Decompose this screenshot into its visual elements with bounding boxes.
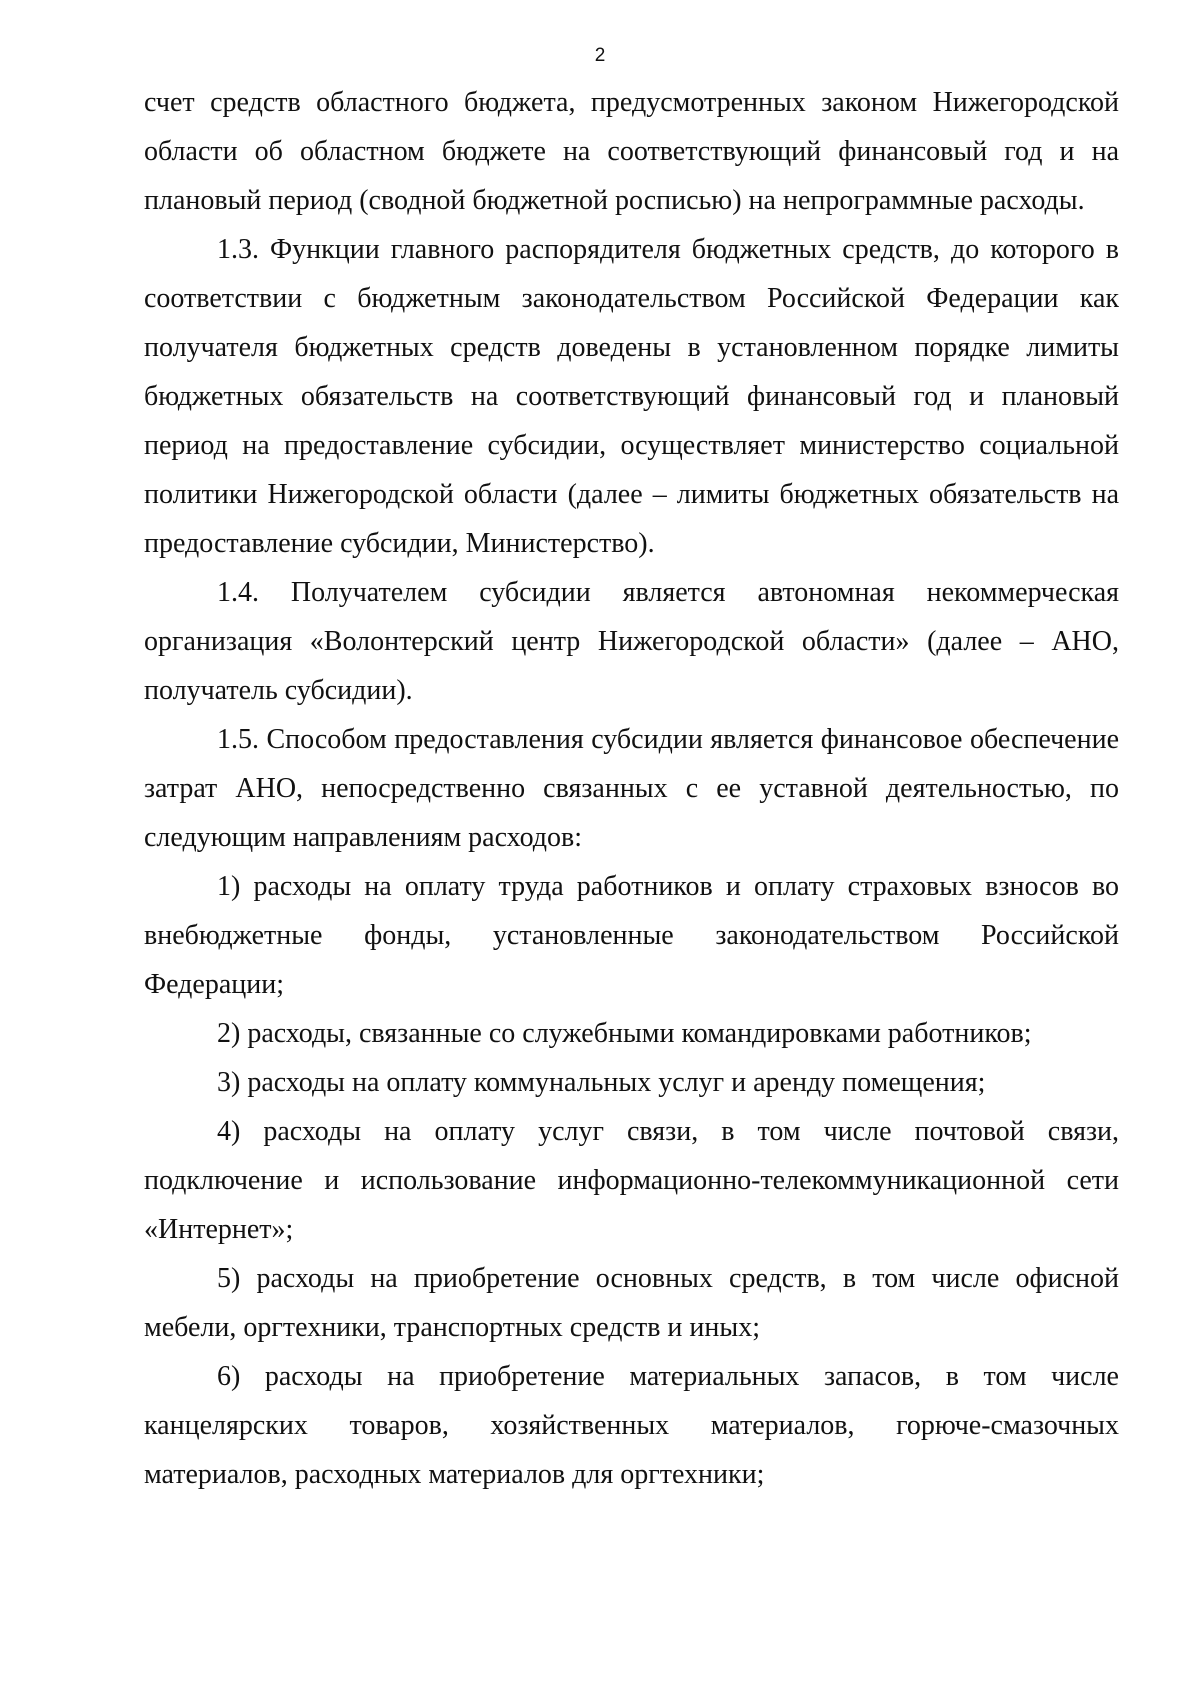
list-item-3: 3) расходы на оплату коммунальных услуг и аренду помещения; — [217, 1067, 986, 1098]
paragraph-continuation: счет средств областного бюджета, предусмотренных законом Нижегородской области об областном бюджете на соответствующий финансовый год и на плановый период (сводной бюджетной росписью) на непрограммные расходы. — [144, 87, 1119, 216]
list-item-1: 1) расходы на оплату труда работников и оплату страховых взносов во внебюджетные фонды, установленные законодательством Российской Федерации; — [144, 871, 1119, 1000]
list-item-5: 5) расходы на приобретение основных средств, в том числе офисной мебели, оргтехники, транспортных средств и иных; — [144, 1263, 1119, 1343]
document-body — [144, 78, 1119, 1499]
paragraph-1-3: 1.3. Функции главного распорядителя бюджетных средств, до которого в соответствии с бюджетным законодательством Российской Федерации как получателя бюджетных средств доведены в установленном порядке лимиты бюджетных обязательств на соответствующий финансовый год и плановый период на предоставление субсидии, осуществляет министерство социальной политики Нижегородской области (далее – лимиты бюджетных обязательств на предоставление субсидии, Министерство). — [144, 234, 1119, 559]
paragraph-1-4: 1.4. Получателем субсидии является автономная некоммерческая организация «Волонтерский центр Нижегородской области» (далее – АНО, получатель субсидии). — [144, 577, 1119, 706]
page-number: 2 — [594, 45, 606, 66]
list-item-2: 2) расходы, связанные со служебными командировками работников; — [217, 1018, 1032, 1049]
list-item-6: 6) расходы на приобретение материальных запасов, в том числе канцелярских товаров, хозяйственных материалов, горюче-смазочных материалов, расходных материалов для оргтехники; — [144, 1361, 1119, 1490]
paragraph-1-5: 1.5. Способом предоставления субсидии является финансовое обеспечение затрат АНО, непосредственно связанных с ее уставной деятельностью, по следующим направлениям расходов: — [144, 724, 1119, 853]
list-item-4: 4) расходы на оплату услуг связи, в том числе почтовой связи, подключение и использование информационно-телекоммуникационной сети «Интернет»; — [144, 1116, 1119, 1245]
